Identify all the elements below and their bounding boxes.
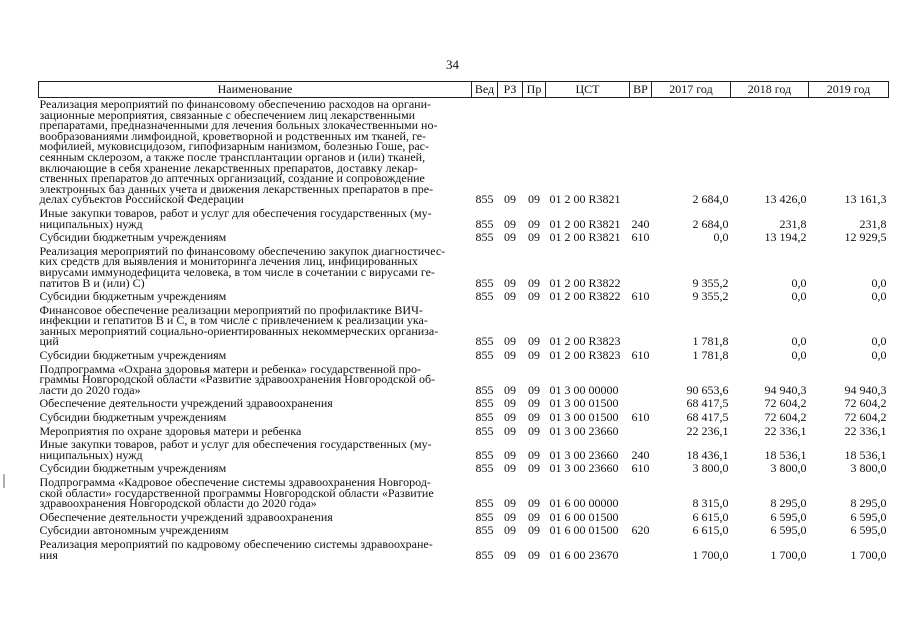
table-row [39,438,889,462]
row-ved: 855 [475,382,494,397]
row-name: Подпрограмма «Кадровое обеспечение системы здравоохранения Новгород- ской области» государственной программы Новгородской области «Развитие здравоохранения Новгородской области до 2020 года» [39,475,434,511]
row-pr: 09 [528,447,540,462]
row-rz: 09 [504,230,516,245]
row-pr: 09 [528,382,540,397]
header-2017: 2017 год [652,82,731,98]
row-pr: 09 [528,547,540,562]
header-vr: ВР [630,82,652,98]
header-2019: 2019 год [809,82,889,98]
row-ved: 855 [475,447,494,462]
row-rz: 09 [504,382,516,397]
row-vr [630,245,652,290]
row-vr: 610 [631,289,650,304]
row-value-2019: 72 604,2 [844,396,887,411]
row-rz: 09 [504,496,516,511]
row-cst: 01 2 00 R3821 [549,216,621,231]
row-cst: 01 3 00 23660 [549,423,619,438]
row-pr: 09 [528,216,540,231]
row-name: Субсидии бюджетным учреждениям [39,289,227,304]
row-rz: 09 [504,447,516,462]
row-name: Субсидии автономным учреждениям [39,523,229,538]
header-rz: РЗ [498,82,523,98]
header-pr: Пр [523,82,546,98]
row-vr: 610 [631,230,650,245]
table-row [39,524,889,538]
row-cst: 01 2 00 R3821 [549,192,621,207]
row-ved: 855 [475,523,494,538]
row-value-2019: 72 604,2 [844,410,887,425]
row-vr [630,98,652,207]
row-vr [630,397,652,411]
row-value-2019: 1 700,0 [850,547,887,562]
row-rz: 09 [504,334,516,349]
row-value-2017: 6 615,0 [692,523,729,538]
row-name: Реализация мероприятий по финансовому обеспечению расходов на органи- зационные мероприятия, связанные с обеспечением лиц лекарственными препаратами, предназначенными для лечения больных злокачественными но- вообразованиями лимфоидной, кроветворной и родственных им тканей, ге- мофилией, муковисцидозом, гипофизарным нанизмом, болезнью Гоше, рас- сеянным склерозом, а также после трансплантации органов и (или) тканей, включающие в себя хранение лекарственных препаратов, доставку лекар- ственных препаратов до аптечных организаций, создание и сопровождение электронных баз данных учета и движения лекарственных препаратов в пре- делах субъектов Российской Федерации [39,97,438,207]
row-value-2019: 0,0 [871,275,887,290]
row-vr: 240 [631,216,650,231]
row-cst: 01 2 00 R3823 [549,334,621,349]
row-value-2018: 6 595,0 [770,523,807,538]
row-vr: 610 [631,461,650,476]
row-value-2019: 94 940,3 [844,382,887,397]
row-value-2018: 72 604,2 [764,396,807,411]
row-rz: 09 [504,289,516,304]
header-2018: 2018 год [731,82,809,98]
row-value-2018: 0,0 [791,348,807,363]
row-name: Реализация мероприятий по финансовому обеспечению закупок диагностичес- ких средств для выявления и мониторинга лечения лиц, инфицированных вирусами иммунодефицита человека, в том числе в сочетании с вирусами ге- патитов В и (или) С) [39,243,446,290]
row-ved: 855 [475,275,494,290]
row-rz: 09 [504,461,516,476]
row-value-2018: 3 800,0 [770,461,807,476]
row-pr: 09 [528,461,540,476]
row-pr: 09 [528,334,540,349]
row-value-2017: 3 800,0 [692,461,729,476]
table-row [39,538,889,562]
row-value-2019: 22 336,1 [844,423,887,438]
row-value-2017: 0,0 [713,230,729,245]
table-row [39,462,889,476]
row-cst: 01 2 00 R3822 [549,289,621,304]
page-number: 34 [446,57,459,72]
row-name: Иные закупки товаров, работ и услуг для обеспечения государственных (му- ниципальных) нужд [39,437,432,462]
row-value-2019: 0,0 [871,289,887,304]
row-value-2018: 94 940,3 [764,382,807,397]
row-cst: 01 2 00 R3823 [549,348,621,363]
row-pr: 09 [528,509,540,524]
row-value-2018: 0,0 [791,275,807,290]
row-value-2017: 9 355,2 [692,275,729,290]
row-ved: 855 [475,192,494,207]
row-vr [630,363,652,398]
row-value-2019: 6 595,0 [850,509,887,524]
row-ved: 855 [475,509,494,524]
row-value-2018: 18 536,1 [764,447,807,462]
row-rz: 09 [504,410,516,425]
row-value-2017: 8 315,0 [692,496,729,511]
table-row [39,363,889,398]
header-cst: ЦСТ [546,82,630,98]
header-ved: Вед [472,82,498,98]
row-ved: 855 [475,289,494,304]
row-pr: 09 [528,423,540,438]
row-vr [630,425,652,439]
row-value-2017: 9 355,2 [692,289,729,304]
row-value-2019: 6 595,0 [850,523,887,538]
row-pr: 09 [528,396,540,411]
table-row [39,425,889,439]
scan-margin-mark [3,474,5,488]
row-rz: 09 [504,216,516,231]
row-vr: 610 [631,348,650,363]
row-value-2019: 18 536,1 [844,447,887,462]
header-name: Наименование [39,82,472,98]
row-cst: 01 6 00 01500 [549,509,619,524]
row-vr: 620 [631,523,650,538]
table-row [39,290,889,304]
row-cst: 01 6 00 23670 [549,547,619,562]
row-pr: 09 [528,192,540,207]
row-value-2017: 2 684,0 [692,216,729,231]
row-pr: 09 [528,289,540,304]
row-ved: 855 [475,461,494,476]
table-row [39,511,889,525]
row-value-2017: 68 417,5 [686,396,729,411]
row-vr: 610 [631,410,650,425]
table-row [39,349,889,363]
row-pr: 09 [528,230,540,245]
row-rz: 09 [504,396,516,411]
row-cst: 01 3 00 00000 [549,382,619,397]
row-value-2019: 0,0 [871,348,887,363]
row-pr: 09 [528,523,540,538]
row-ved: 855 [475,396,494,411]
row-name: Финансовое обеспечение реализации мероприятий по профилактике ВИЧ- инфекции и гепатитов В и С, в том числе с привлечением к реализации ука- занных мероприятий социально-ориентированных некоммерческих организа- ций [39,302,439,349]
row-name: Обеспечение деятельности учреждений здравоохранения [39,396,333,411]
table-row [39,98,889,207]
row-rz: 09 [504,348,516,363]
row-value-2017: 6 615,0 [692,509,729,524]
row-value-2019: 8 295,0 [850,496,887,511]
row-name: Субсидии бюджетным учреждениям [39,230,227,245]
row-name: Субсидии бюджетным учреждениям [39,410,227,425]
table-row [39,207,889,231]
row-value-2018: 13 194,2 [764,230,807,245]
row-pr: 09 [528,410,540,425]
row-ved: 855 [475,496,494,511]
row-ved: 855 [475,216,494,231]
row-vr [630,538,652,562]
row-pr: 09 [528,275,540,290]
row-value-2019: 3 800,0 [850,461,887,476]
table-row [39,397,889,411]
row-value-2017: 1 700,0 [692,547,729,562]
row-value-2018: 1 700,0 [770,547,807,562]
row-name: Иные закупки товаров, работ и услуг для обеспечения государственных (му- ниципальных) нужд [39,205,432,231]
row-ved: 855 [475,334,494,349]
row-vr: 240 [631,447,650,462]
row-cst: 01 2 00 R3822 [549,275,621,290]
row-value-2017: 18 436,1 [686,447,729,462]
row-value-2017: 68 417,5 [686,410,729,425]
row-cst: 01 3 00 23660 [549,447,619,462]
row-rz: 09 [504,547,516,562]
row-rz: 09 [504,509,516,524]
row-value-2018: 231,8 [779,216,807,231]
row-rz: 09 [504,523,516,538]
row-cst: 01 6 00 01500 [549,523,619,538]
budget-table [38,81,889,562]
row-name: Обеспечение деятельности учреждений здравоохранения [39,509,333,524]
row-name: Мероприятия по охране здоровья матери и ребенка [39,423,302,438]
table-row [39,476,889,511]
row-value-2017: 2 684,0 [692,192,729,207]
row-cst: 01 3 00 01500 [549,410,619,425]
table-row [39,231,889,245]
row-value-2019: 13 161,3 [844,192,887,207]
table-header-row [39,82,889,98]
row-ved: 855 [475,547,494,562]
row-value-2019: 231,8 [859,216,887,231]
row-ved: 855 [475,230,494,245]
row-vr [630,511,652,525]
row-value-2019: 0,0 [871,334,887,349]
row-value-2018: 0,0 [791,289,807,304]
row-ved: 855 [475,423,494,438]
row-pr: 09 [528,496,540,511]
row-ved: 855 [475,348,494,363]
row-cst: 01 6 00 00000 [549,496,619,511]
row-value-2018: 22 336,1 [764,423,807,438]
row-value-2018: 0,0 [791,334,807,349]
row-rz: 09 [504,192,516,207]
row-vr [630,304,652,349]
row-name: Подпрограмма «Охрана здоровья матери и ребенка» государственной про- граммы Новгородской области «Развитие здравоохранения Новгородской об- ласти до 2020 года» [39,361,436,397]
table-row [39,245,889,290]
row-value-2018: 6 595,0 [770,509,807,524]
row-value-2017: 1 781,8 [692,348,729,363]
row-value-2017: 90 653,6 [686,382,729,397]
row-ved: 855 [475,410,494,425]
row-cst: 01 2 00 R3821 [549,230,621,245]
row-pr: 09 [528,348,540,363]
row-value-2018: 8 295,0 [770,496,807,511]
row-name: Субсидии бюджетным учреждениям [39,348,227,363]
table-row [39,411,889,425]
table-row [39,304,889,349]
row-value-2019: 12 929,5 [844,230,887,245]
row-value-2017: 1 781,8 [692,334,729,349]
row-name: Реализация мероприятий по кадровому обеспечению системы здравоохране- ния [39,536,433,562]
row-rz: 09 [504,423,516,438]
row-value-2017: 22 236,1 [686,423,729,438]
row-vr [630,476,652,511]
row-cst: 01 3 00 01500 [549,396,619,411]
row-value-2018: 72 604,2 [764,410,807,425]
row-cst: 01 3 00 23660 [549,461,619,476]
row-name: Субсидии бюджетным учреждениям [39,461,227,476]
row-value-2018: 13 426,0 [764,192,807,207]
row-rz: 09 [504,275,516,290]
